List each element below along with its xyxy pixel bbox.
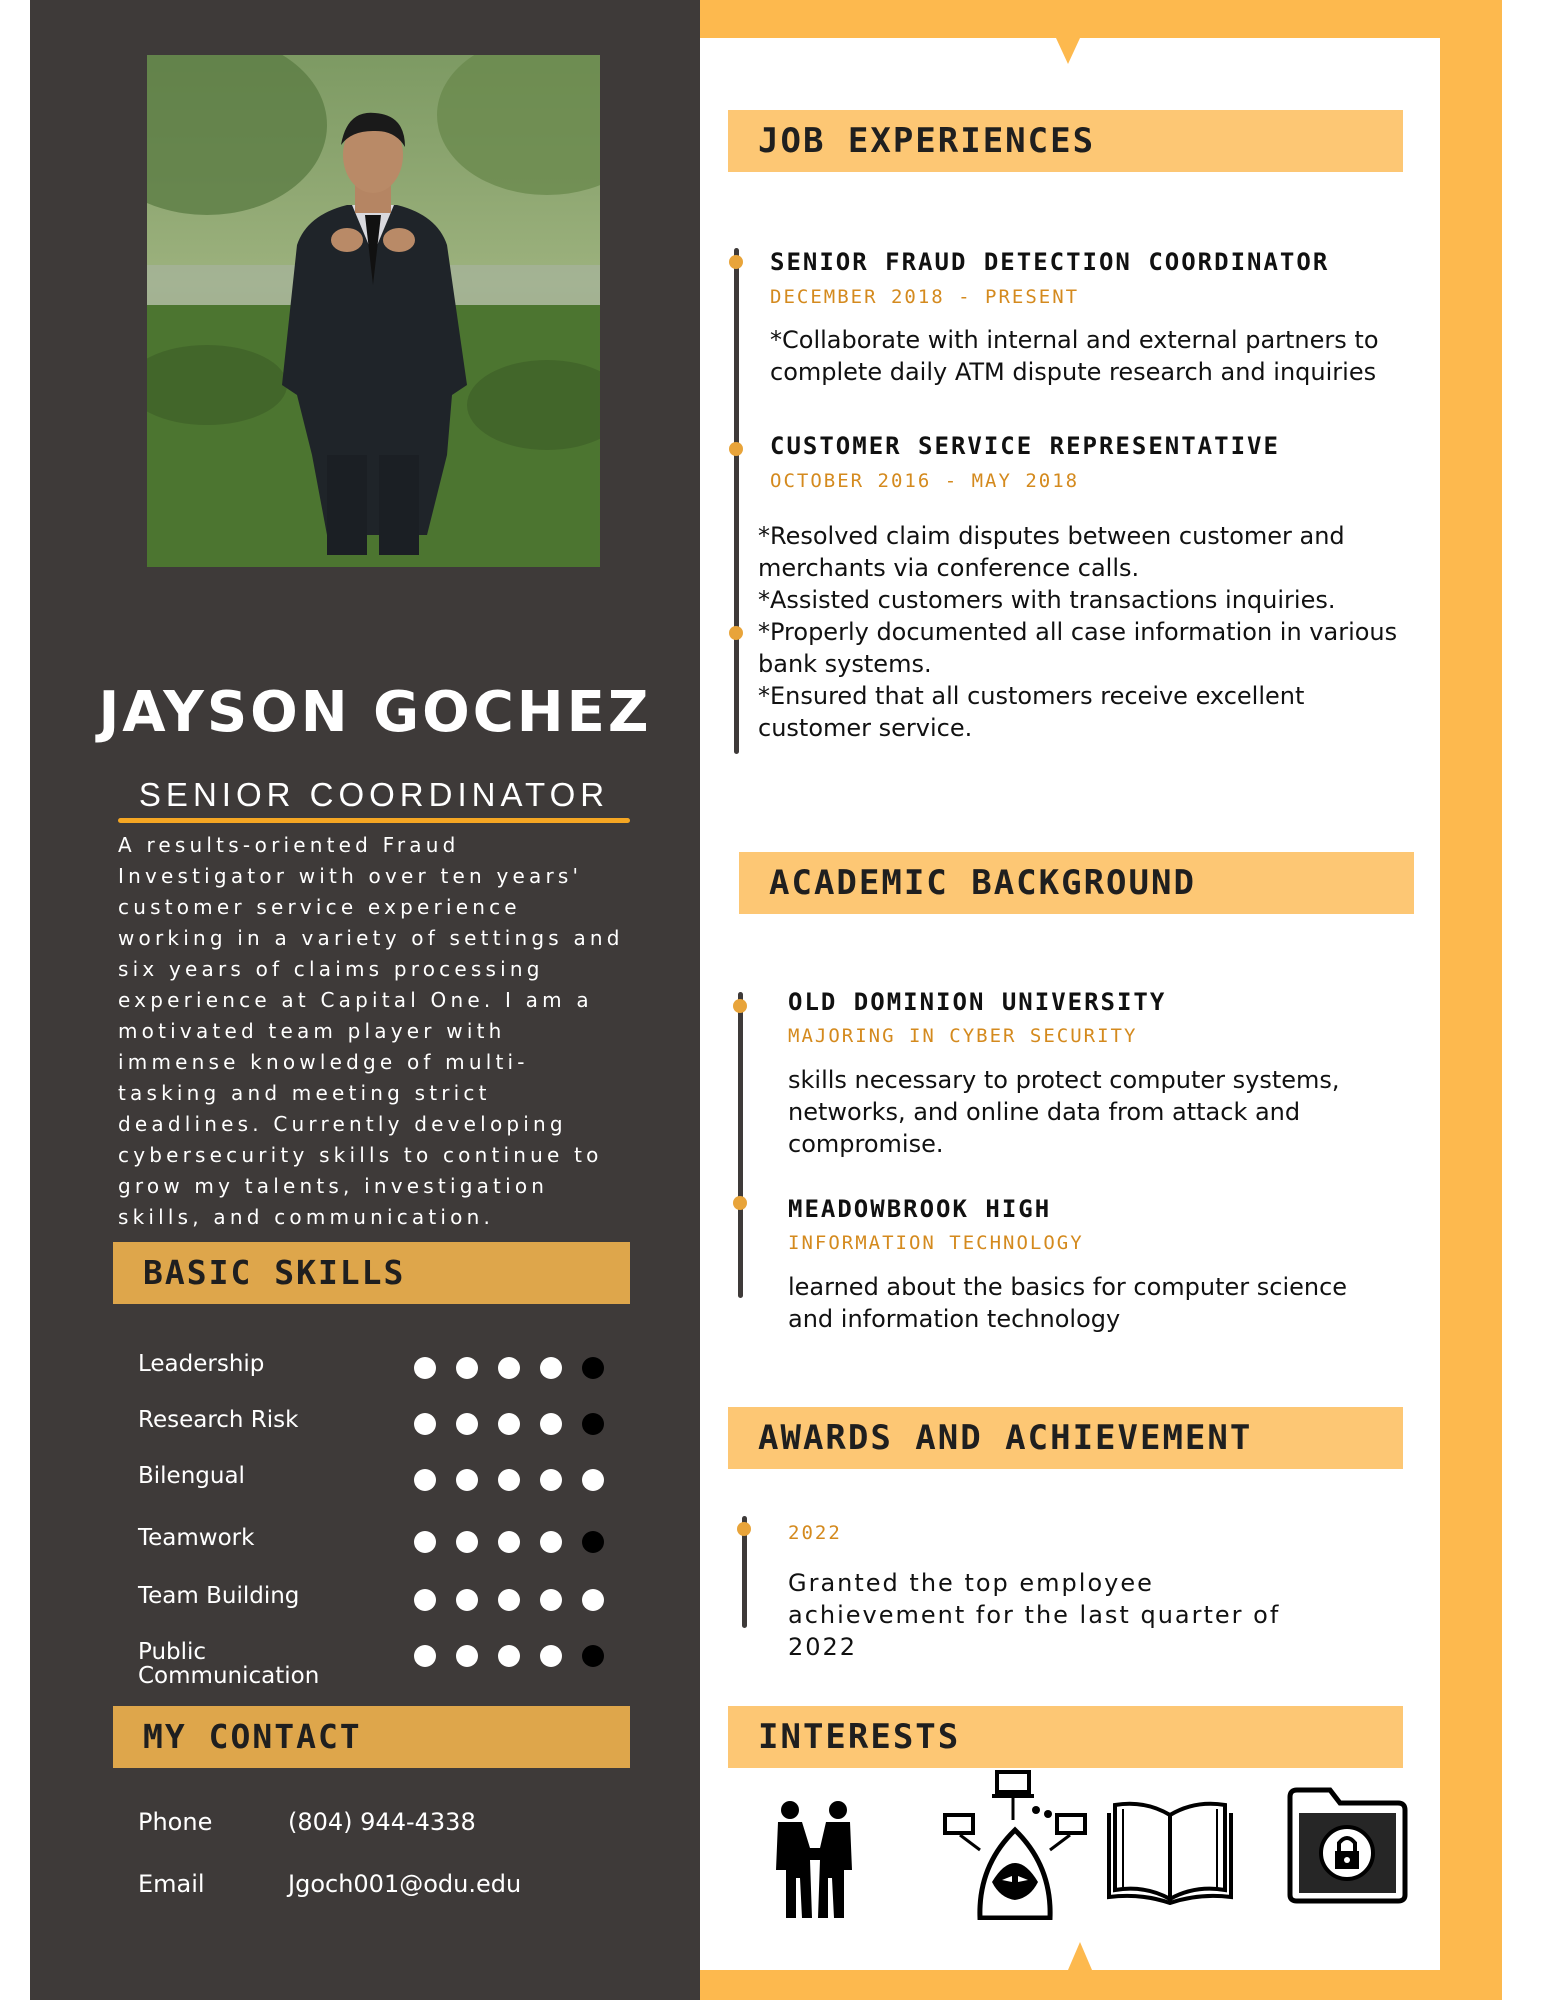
rating-dot bbox=[456, 1413, 478, 1435]
job-description: *Resolved claim disputes between customer and merchants via conference calls. *Assisted customers with transactions inquiries. *Properly documented all case information in various bank systems. *Ensured that all customers receive excellent customer service. bbox=[758, 522, 1398, 742]
skill-row bbox=[138, 1408, 628, 1458]
rating-dot bbox=[414, 1413, 436, 1435]
skill-label: Team Building bbox=[138, 1583, 300, 1609]
job-experiences-heading: JOB EXPERIENCES bbox=[758, 121, 1096, 161]
rating-dot bbox=[540, 1531, 562, 1553]
skill-row bbox=[138, 1640, 628, 1700]
bottom-notch-decoration bbox=[1068, 1942, 1092, 1970]
rating-dot bbox=[456, 1645, 478, 1667]
school-name: OLD DOMINION UNIVERSITY bbox=[788, 988, 1167, 1016]
rating-dot bbox=[414, 1357, 436, 1379]
job-title: CUSTOMER SERVICE REPRESENTATIVE bbox=[770, 432, 1280, 460]
rating-dot bbox=[414, 1469, 436, 1491]
awards-heading: AWARDS AND ACHIEVEMENT bbox=[758, 1418, 1253, 1458]
rating-dot bbox=[582, 1413, 604, 1435]
skill-rating bbox=[411, 1642, 611, 1670]
school-name: MEADOWBROOK HIGH bbox=[788, 1195, 1052, 1223]
skill-rating bbox=[411, 1586, 611, 1614]
candidate-title: SENIOR COORDINATOR bbox=[138, 776, 610, 813]
academic-background-header bbox=[739, 852, 1414, 914]
phone-label: Phone bbox=[138, 1808, 213, 1836]
skill-rating bbox=[411, 1466, 611, 1494]
handshake-icon bbox=[770, 1800, 860, 1920]
skill-label: Research Risk bbox=[138, 1407, 299, 1433]
job-description: *Collaborate with internal and external partners to complete daily ATM dispute research and inquiries bbox=[770, 326, 1379, 386]
rating-dot bbox=[582, 1645, 604, 1667]
timeline-dot bbox=[737, 1522, 751, 1536]
open-book-icon bbox=[1105, 1795, 1235, 1905]
rating-dot bbox=[540, 1589, 562, 1611]
rating-dot bbox=[414, 1589, 436, 1611]
timeline-dot bbox=[733, 999, 747, 1013]
rating-dot bbox=[414, 1645, 436, 1667]
skill-row bbox=[138, 1352, 628, 1402]
timeline-dot bbox=[729, 255, 743, 269]
rating-dot bbox=[582, 1357, 604, 1379]
school-description: skills necessary to protect computer systems, networks, and online data from attack and compromise. bbox=[788, 1066, 1340, 1158]
email-label: Email bbox=[138, 1870, 205, 1898]
skill-row bbox=[138, 1584, 628, 1634]
skill-rating bbox=[411, 1410, 611, 1438]
job-dates: DECEMBER 2018 - PRESENT bbox=[770, 286, 1080, 308]
title-underline bbox=[118, 818, 630, 823]
school-field: MAJORING IN CYBER SECURITY bbox=[788, 1025, 1138, 1047]
rating-dot bbox=[582, 1589, 604, 1611]
rating-dot bbox=[456, 1357, 478, 1379]
interests-header bbox=[728, 1706, 1403, 1768]
timeline-dot bbox=[729, 442, 743, 456]
phone-value[interactable]: (804) 944-4338 bbox=[288, 1808, 476, 1836]
job-title: SENIOR FRAUD DETECTION COORDINATOR bbox=[770, 248, 1330, 276]
timeline-dot bbox=[733, 1196, 747, 1210]
rating-dot bbox=[540, 1413, 562, 1435]
skill-rating bbox=[411, 1528, 611, 1556]
profile-photo bbox=[147, 55, 600, 567]
rating-dot bbox=[456, 1469, 478, 1491]
skill-label: Leadership bbox=[138, 1351, 265, 1377]
rating-dot bbox=[498, 1589, 520, 1611]
rating-dot bbox=[498, 1413, 520, 1435]
skill-label: Teamwork bbox=[138, 1525, 255, 1551]
timeline-dot bbox=[729, 626, 743, 640]
rating-dot bbox=[456, 1589, 478, 1611]
academic-timeline-line bbox=[738, 992, 743, 1298]
basic-skills-header bbox=[113, 1242, 630, 1304]
rating-dot bbox=[414, 1531, 436, 1553]
rating-dot bbox=[498, 1531, 520, 1553]
skill-label: Bilengual bbox=[138, 1463, 245, 1489]
candidate-name: JAYSON GOCHEZ bbox=[98, 680, 652, 745]
job-experiences-header bbox=[728, 110, 1403, 172]
contact-heading: MY CONTACT bbox=[143, 1717, 362, 1756]
award-year: 2022 bbox=[788, 1522, 842, 1544]
interests-heading: INTERESTS bbox=[758, 1717, 961, 1757]
award-description: Granted the top employee achievement for the last quarter of 2022 bbox=[788, 1569, 1281, 1661]
skill-row bbox=[138, 1464, 628, 1514]
hacker-network-icon bbox=[940, 1770, 1090, 1920]
top-notch-decoration bbox=[1056, 38, 1080, 64]
email-value[interactable]: Jgoch001@odu.edu bbox=[288, 1870, 522, 1898]
locked-folder-icon bbox=[1285, 1785, 1410, 1905]
contact-header bbox=[113, 1706, 630, 1768]
rating-dot bbox=[498, 1469, 520, 1491]
rating-dot bbox=[582, 1531, 604, 1553]
job-dates: OCTOBER 2016 - MAY 2018 bbox=[770, 470, 1080, 492]
awards-header bbox=[728, 1407, 1403, 1469]
skill-label: Public Communication bbox=[138, 1639, 320, 1689]
rating-dot bbox=[498, 1357, 520, 1379]
job-timeline-line bbox=[734, 248, 739, 754]
rating-dot bbox=[498, 1645, 520, 1667]
school-description: learned about the basics for computer science and information technology bbox=[788, 1273, 1348, 1333]
rating-dot bbox=[456, 1531, 478, 1553]
academic-background-heading: ACADEMIC BACKGROUND bbox=[769, 863, 1196, 903]
school-field: INFORMATION TECHNOLOGY bbox=[788, 1232, 1084, 1254]
rating-dot bbox=[540, 1645, 562, 1667]
interests-icons bbox=[760, 1760, 1420, 1920]
rating-dot bbox=[582, 1469, 604, 1491]
skill-row bbox=[138, 1526, 628, 1576]
skill-rating bbox=[411, 1354, 611, 1382]
profile-summary: A results-oriented Fraud Investigator with over ten years' customer service experience working in a variety of settings and six years of claims processing experience at Capital One. I am a motivated team player with immense knowledge of multi-tasking and meeting strict deadlines. Currently developing cybersecurity skills to continue to grow my talents, investigation skills, and communication. bbox=[118, 833, 624, 1229]
rating-dot bbox=[540, 1357, 562, 1379]
basic-skills-heading: BASIC SKILLS bbox=[143, 1253, 406, 1292]
rating-dot bbox=[540, 1469, 562, 1491]
